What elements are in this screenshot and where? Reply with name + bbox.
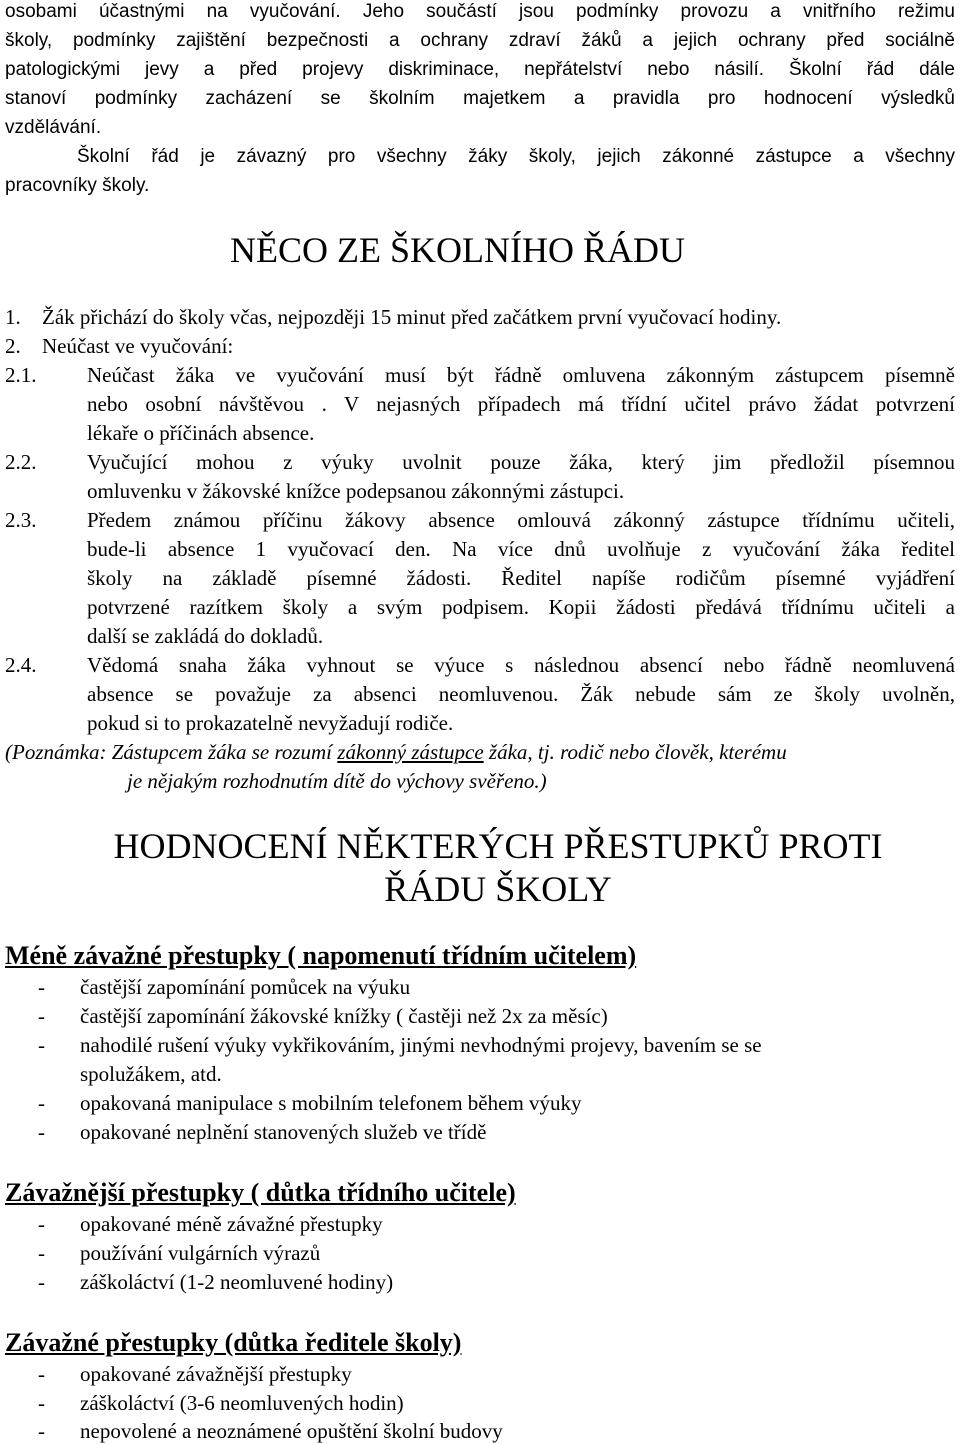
list-dash: - (38, 1033, 45, 1057)
section-title: Závažné přestupky (důtka ředitele školy) (5, 1328, 462, 1357)
rule-text: omluvenku v žákovské knížce podepsanou zákonnými zástupci. (87, 479, 625, 503)
main-heading-line: HODNOCENÍ NĚKTERÝCH PŘESTUPKŮ PROTI (113, 826, 883, 866)
rule-number: 1. (5, 305, 21, 329)
rule-number: 2.4. (5, 653, 37, 677)
list-item: nahodilé rušení výuky vykřikováním, jinými nevhodnými projevy, bavením se se (80, 1033, 762, 1057)
intro-line: patologickými jevy a před projevy diskriminace, nepřátelství nebo násilí. Školní řád dále (5, 59, 955, 80)
rule-text: nebo osobní návštěvou . V nejasných případech má třídní učitel právo žádat potvrzení (87, 392, 955, 416)
section-title: Závažnější přestupky ( důtka třídního učitele) (5, 1178, 516, 1207)
rule-text: Vědomá snaha žáka vyhnout se výuce s následnou absencí nebo řádně neomluvená (87, 653, 955, 677)
list-dash: - (38, 1004, 45, 1028)
rule-text: školy na základě písemné žádosti. Ředitel napíše rodičům písemné vyjádření (87, 566, 955, 590)
note-line: je nějakým rozhodnutím dítě do výchovy svěřeno.) (127, 769, 547, 793)
rule-text: lékaře o příčinách absence. (87, 421, 315, 445)
main-heading-line: ŘÁDU ŠKOLY (384, 869, 612, 909)
intro-line: Školní řád je závazný pro všechny žáky školy, jejich zákonné zástupce a všechny (77, 146, 955, 167)
list-item: nepovolené a neoznámené opuštění školní budovy (80, 1419, 503, 1443)
list-dash: - (38, 975, 45, 999)
intro-line: pracovníky školy. (5, 175, 150, 196)
rule-number: 2. (5, 334, 21, 358)
list-dash: - (38, 1241, 45, 1265)
list-item: záškoláctví (1-2 neomluvené hodiny) (80, 1270, 394, 1294)
list-item: používání vulgárních výrazů (80, 1241, 321, 1265)
list-dash: - (38, 1212, 45, 1236)
rule-text: další se zakládá do dokladů. (87, 624, 324, 648)
list-item: záškoláctví (3-6 neomluvených hodin) (80, 1391, 404, 1415)
section-title: Méně závažné přestupky ( napomenutí třídním učitelem) (5, 941, 637, 970)
rule-text: Neúčast žáka ve vyučování musí být řádně omluvena zákonným zástupcem písemně (87, 363, 955, 387)
note-text: žáka, tj. rodič nebo člověk, kterému (483, 740, 787, 764)
list-item: opakované neplnění stanovených služeb ve třídě (80, 1120, 487, 1144)
rule-text: Neúčast ve vyučování: (42, 334, 234, 358)
intro-line: vzdělávání. (5, 117, 102, 138)
note-underlined-text: zákonný zástupce (337, 740, 484, 764)
list-item: častější zapomínání žákovské knížky ( častěji než 2x za měsíc) (80, 1004, 608, 1028)
intro-line: stanoví podmínky zacházení se školním majetkem a pravidla pro hodnocení výsledků (5, 88, 955, 109)
list-item: opakovaná manipulace s mobilním telefonem během výuky (80, 1091, 582, 1115)
note-line (5, 742, 787, 763)
list-dash: - (38, 1091, 45, 1115)
rule-number: 2.3. (5, 508, 37, 532)
section-heading: NĚCO ZE ŠKOLNÍHO ŘÁDU (230, 230, 685, 270)
rule-number: 2.1. (5, 363, 37, 387)
intro-line: osobami účastnými na vyučování. Jeho součástí jsou podmínky provozu a vnitřního režimu (5, 1, 955, 22)
rule-number: 2.2. (5, 450, 37, 474)
list-dash: - (38, 1362, 45, 1386)
list-dash: - (38, 1270, 45, 1294)
list-dash: - (38, 1419, 45, 1443)
note-text: (Poznámka: Zástupcem žáka se rozumí (5, 740, 338, 764)
list-item: opakované méně závažné přestupky (80, 1212, 383, 1236)
rule-text: Vyučující mohou z výuky uvolnit pouze žáka, který jim předložil písemnou (87, 450, 955, 474)
list-item: opakované závažnější přestupky (80, 1362, 352, 1386)
rule-text: absence se považuje za absenci neomluvenou. Žák nebude sám ze školy uvolněn, (87, 682, 955, 706)
rule-text: Žák přichází do školy včas, nejpozději 15 minut před začátkem první vyučovací hodiny. (42, 305, 782, 329)
rule-text: pokud si to prokazatelně nevyžadují rodiče. (87, 711, 454, 735)
rule-text: Předem známou příčinu žákovy absence omlouvá zákonný zástupce třídnímu učiteli, (87, 508, 955, 532)
list-dash: - (38, 1391, 45, 1415)
rule-text: bude-li absence 1 vyučovací den. Na více dnů uvolňuje z vyučování žáka ředitel (87, 537, 955, 561)
intro-line: školy, podmínky zajištění bezpečnosti a ochrany zdraví žáků a jejich ochrany před sociálně (5, 30, 955, 51)
list-item: spolužákem, atd. (80, 1062, 222, 1086)
rule-text: potvrzené razítkem školy a svým podpisem. Kopii žádosti předává třídnímu učiteli a (87, 595, 955, 619)
list-item: častější zapomínání pomůcek na výuku (80, 975, 411, 999)
list-dash: - (38, 1120, 45, 1144)
